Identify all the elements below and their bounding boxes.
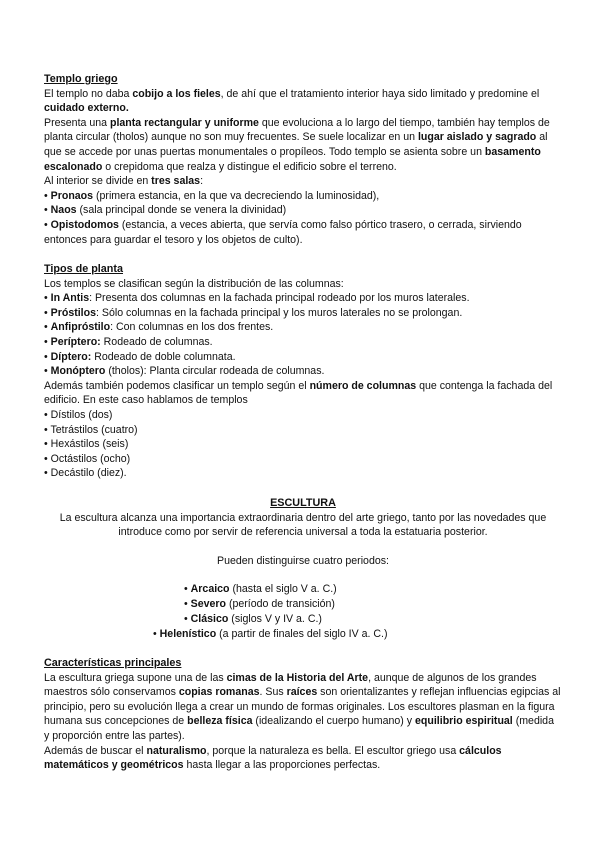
sala-item bbox=[44, 189, 562, 204]
templo-paragraph-3 bbox=[44, 174, 562, 189]
bold-text: planta rectangular y uniforme bbox=[109, 116, 259, 129]
bold-text: belleza física bbox=[187, 715, 253, 728]
text-run: (tholos): Planta circular rodeada de columnas. bbox=[105, 365, 325, 378]
text-run: • bbox=[44, 292, 51, 305]
bold-text: naturalismo bbox=[146, 744, 207, 757]
periodo-item bbox=[153, 627, 388, 642]
text-run: hasta llegar a las proporciones perfectas. bbox=[183, 759, 381, 772]
section-caracteristicas bbox=[44, 656, 562, 773]
bold-text: número de columnas bbox=[309, 379, 417, 392]
bold-text: Naos bbox=[50, 204, 77, 217]
bold-text: tres salas bbox=[151, 175, 201, 188]
text-run: , porque la naturaleza es bella. El escultor griego usa bbox=[206, 744, 460, 757]
columnas-item bbox=[44, 408, 562, 423]
text-run: • bbox=[184, 583, 191, 596]
text-run: • bbox=[44, 218, 51, 231]
text-run: Además también podemos clasificar un templo según el bbox=[44, 379, 310, 392]
text-run: al que se accede por unas puertas monumentales o propíleos. Todo templo se asienta sobre un bbox=[44, 131, 548, 158]
periodo-item bbox=[184, 597, 335, 612]
text-run: (sala principal donde se venera la divinidad) bbox=[76, 204, 287, 217]
text-run: (hasta el siglo V a. C.) bbox=[229, 583, 337, 596]
escultura-intro bbox=[44, 511, 562, 540]
text-run: : bbox=[200, 175, 204, 188]
text-run: Rodeado de columnas. bbox=[100, 335, 213, 348]
section-title-caracteristicas: Características principales bbox=[44, 657, 182, 669]
text-run: Rodeado de doble columnata. bbox=[91, 350, 236, 363]
bold-text: copias romanas bbox=[178, 686, 260, 699]
bold-text: lugar aislado y sagrado bbox=[417, 131, 537, 144]
bold-text: Díptero: bbox=[50, 350, 92, 363]
text-run: La escultura griega supone una de las bbox=[44, 671, 227, 684]
text-run: • bbox=[44, 321, 51, 334]
planta-item bbox=[44, 320, 562, 335]
sala-item bbox=[44, 203, 562, 218]
bold-text: Opistodomos bbox=[50, 218, 119, 231]
text-run: • Dístilos (dos) bbox=[44, 408, 113, 421]
text-run: Al interior se divide en bbox=[44, 175, 152, 188]
text-run: • bbox=[44, 335, 51, 348]
text-run: • bbox=[184, 613, 191, 626]
text-run: • bbox=[44, 189, 51, 202]
section-escultura bbox=[44, 496, 562, 642]
planta-item bbox=[44, 306, 562, 321]
bold-text: Clásico bbox=[190, 613, 229, 626]
text-run: que evoluciona a lo largo del tiempo, también hay templos de planta circular (tholos) aunque no son muy frecuentes. Se suele localizar en un bbox=[44, 116, 550, 144]
text-run: • bbox=[44, 306, 51, 319]
text-run: (medida y proporción entre las partes). bbox=[44, 715, 554, 742]
bold-text: basamento escalonado bbox=[44, 145, 541, 173]
text-run: son orientalizantes y reflejan influencias egipcias al principio, pero su evolución llega a crear un mundo de formas originales. Los escultores plasman en la figura humana sus concepciones de bbox=[44, 686, 561, 728]
templo-paragraph-1 bbox=[44, 87, 562, 116]
text-run: , de ahí que el tratamiento interior haya sido limitado y predomine el bbox=[220, 87, 540, 100]
section-tipos-de-planta bbox=[44, 262, 562, 481]
text-run: La escultura alcanza una importancia extraordinaria dentro del arte griego, tanto por las novedades que introduce como por servir de referencia universal a toda la estatuaria posterior. bbox=[59, 511, 547, 539]
caracteristicas-paragraph-1 bbox=[44, 671, 562, 744]
columnas-item bbox=[44, 452, 562, 467]
spacer bbox=[44, 568, 562, 582]
plantas-intro bbox=[44, 277, 562, 292]
bold-text: equilibrio espiritual bbox=[415, 715, 513, 728]
periodos-intro bbox=[44, 554, 562, 569]
plantas-numero-paragraph bbox=[44, 379, 562, 408]
text-run: . Sus bbox=[259, 686, 287, 699]
text-run: (estancia, a veces abierta, que servía como falso pórtico trasero, o cerrada, sirviendo entonces para guardar el tesoro y los objetos de culto). bbox=[44, 218, 522, 246]
columnas-item bbox=[44, 423, 562, 438]
bold-text: Helenístico bbox=[159, 628, 217, 641]
text-run: (siglos V y IV a. C.) bbox=[228, 613, 322, 626]
bold-text: raíces bbox=[286, 686, 318, 699]
bold-text: Monóptero bbox=[50, 365, 106, 378]
text-run: (primera estancia, en la que va decreciendo la luminosidad), bbox=[93, 189, 380, 202]
text-run: • Decástilo (diez). bbox=[44, 467, 127, 480]
bold-text: cimas de la Historia del Arte bbox=[226, 671, 369, 684]
text-run: Pueden distinguirse cuatro periodos: bbox=[217, 554, 389, 567]
text-run: (idealizando el cuerpo humano) y bbox=[252, 715, 416, 728]
periodo-item bbox=[184, 612, 322, 627]
templo-paragraph-2 bbox=[44, 116, 562, 174]
text-run: • bbox=[44, 350, 51, 363]
section-templo-griego bbox=[44, 72, 562, 247]
text-run: (a partir de finales del siglo IV a. C.) bbox=[216, 628, 388, 641]
columnas-item bbox=[44, 437, 562, 452]
text-run: • Tetrástilos (cuatro) bbox=[44, 423, 138, 436]
text-run: (período de transición) bbox=[226, 598, 335, 611]
section-title-escultura: ESCULTURA bbox=[270, 497, 336, 509]
bold-text: cobijo a los fieles bbox=[132, 87, 221, 100]
bold-text: Períptero: bbox=[50, 335, 101, 348]
text-run: que contenga la fachada del edificio. En este caso hablamos de templos bbox=[44, 379, 553, 407]
text-run: • Hexástilos (seis) bbox=[44, 438, 129, 451]
bold-text: Arcaico bbox=[190, 583, 230, 596]
planta-item bbox=[44, 291, 562, 306]
text-run: El templo no daba bbox=[44, 87, 133, 100]
section-title-plantas: Tipos de planta bbox=[44, 263, 123, 275]
text-run: • bbox=[44, 204, 51, 217]
text-run: • Octástilos (ocho) bbox=[44, 452, 131, 465]
spacer bbox=[44, 540, 562, 554]
bold-text: cálculos matemáticos y geométricos bbox=[44, 744, 502, 772]
planta-item bbox=[44, 335, 562, 350]
bold-text: cuidado externo. bbox=[44, 102, 129, 115]
periodo-item bbox=[184, 582, 337, 597]
planta-item bbox=[44, 364, 562, 379]
bold-text: Anfipróstilo bbox=[50, 321, 111, 334]
text-run: : Con columnas en los dos frentes. bbox=[110, 321, 274, 334]
text-run: : Presenta dos columnas en la fachada principal rodeado por los muros laterales. bbox=[89, 292, 470, 305]
text-run: : Sólo columnas en la fachada principal y los muros laterales no se prolongan. bbox=[96, 306, 463, 319]
text-run: • bbox=[44, 365, 51, 378]
planta-item bbox=[44, 350, 562, 365]
caracteristicas-paragraph-2 bbox=[44, 744, 562, 773]
bold-text: In Antis bbox=[50, 292, 90, 305]
section-title-templo: Templo griego bbox=[44, 73, 118, 85]
columnas-item bbox=[44, 466, 562, 481]
text-run: • bbox=[153, 628, 160, 641]
text-run: • bbox=[184, 598, 191, 611]
text-run: Además de buscar el bbox=[44, 744, 147, 757]
text-run: Presenta una bbox=[44, 116, 110, 129]
text-run: o crepidoma que realza y distingue el edificio sobre el terreno. bbox=[102, 160, 397, 173]
bold-text: Severo bbox=[190, 598, 226, 611]
bold-text: Pronaos bbox=[50, 189, 94, 202]
periodos-list bbox=[44, 582, 562, 642]
text-run: , aunque de algunos de los grandes maestros sólo conservamos bbox=[44, 671, 537, 699]
text-run: Los templos se clasifican según la distribución de las columnas: bbox=[44, 277, 344, 290]
sala-item bbox=[44, 218, 562, 247]
bold-text: Próstilos bbox=[50, 306, 96, 319]
